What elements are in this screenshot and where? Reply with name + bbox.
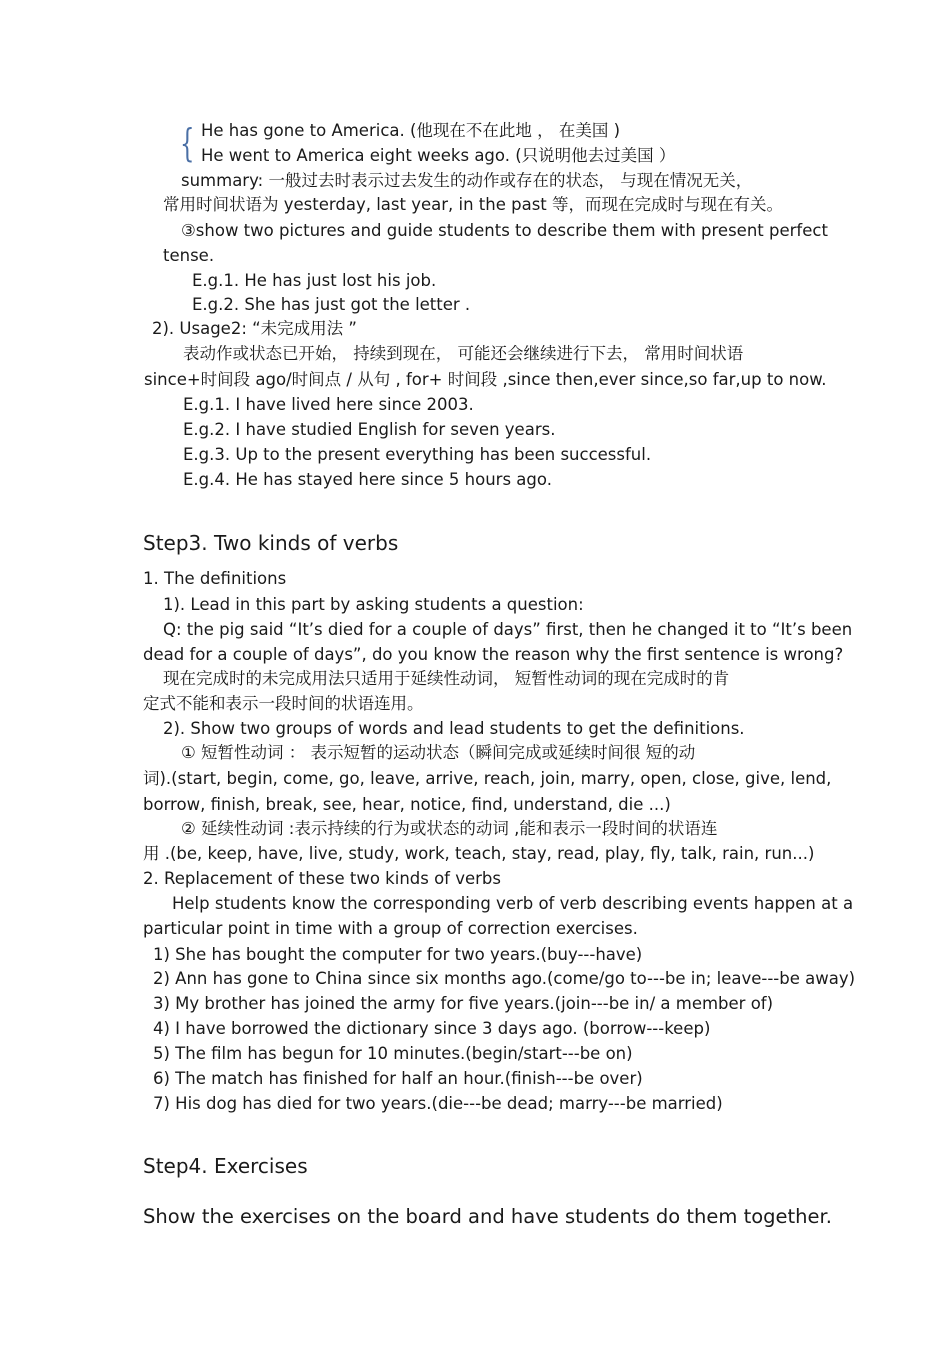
short-verbs-line-2: 词).(start, begin, come, go, leave, arrive, reach, join, marry, open, close, give, lend, [143,769,832,788]
help-line-1: Help students know the corresponding verb of verb describing events happen at a [172,894,854,913]
definitions-title: 1. The definitions [143,569,287,588]
step3-instruction-line-2: tense. [163,246,215,265]
exercise-item: 5) The film has begun for 10 minutes.(begin/start---be on) [153,1044,633,1063]
show-groups-line: 2). Show two groups of words and lead students to get the definitions. [163,719,745,738]
contrast-line-2: He went to America eight weeks ago. (只说明他去过美国 ） [201,146,676,165]
step3-instruction-line-1: ③show two pictures and guide students to describe them with present perfect [181,221,828,240]
short-verbs-line-1: ① 短暂性动词 ： 表示短暂的运动状态（瞬间完成或延续时间很 短的动 [181,743,696,762]
usage2-example: E.g.3. Up to the present everything has been successful. [183,445,652,464]
lead-in-line: 1). Lead in this part by asking students a question: [163,595,584,614]
usage2-title: 2). Usage2: “未完成用法 ” [152,319,357,338]
exercise-item: 3) My brother has joined the army for five years.(join---be in/ a member of) [153,994,774,1013]
usage2-example: E.g.2. I have studied English for seven years. [183,420,556,439]
example-2: E.g.2. She has just got the letter . [192,295,471,314]
continuous-verbs-line-1: ② 延续性动词 :表示持续的行为或状态的动词 ,能和表示一段时间的状语连 [181,819,718,838]
step4-body: Show the exercises on the board and have students do them together. [143,1205,832,1228]
exercise-item: 6) The match has finished for half an hour.(finish---be over) [153,1069,643,1088]
exercise-item: 4) I have borrowed the dictionary since 3 days ago. (borrow---keep) [153,1019,711,1038]
short-verbs-line-3: borrow, finish, break, see, hear, notice, find, understand, die ...) [143,795,671,814]
note-line-2: 定式不能和表示一段时间的状语连用。 [143,694,424,713]
continuous-verbs-line-2: 用 .(be, keep, have, live, study, work, teach, stay, read, play, fly, talk, rain, run...) [143,844,815,863]
exercise-item: 1) She has bought the computer for two years.(buy---have) [153,945,643,964]
step4-heading: Step4. Exercises [143,1154,308,1178]
exercise-item: 2) Ann has gone to China since six months ago.(come/go to---be in; leave---be away) [153,969,856,988]
question-line-1: Q: the pig said “It’s died for a couple of days” first, then he changed it to “It’s been [163,620,853,639]
left-brace-icon: { [180,121,195,165]
usage2-example: E.g.4. He has stayed here since 5 hours ago. [183,470,552,489]
summary-line-2: 常用时间状语为 yesterday, last year, in the past 等，而现在完成时与现在有关。 [163,195,784,214]
question-line-2: dead for a couple of days”, do you know the reason why the first sentence is wrong? [143,645,844,664]
help-line-2: particular point in time with a group of correction exercises. [143,919,638,938]
usage2-desc-line-2: since+时间段 ago/时间点 / 从句 , for+ 时间段 ,since then,ever since,so far,up to now. [144,370,827,389]
usage2-example: E.g.1. I have lived here since 2003. [183,395,474,414]
contrast-line-1: He has gone to America. (他现在不在此地 ， 在美国 ) [201,121,621,140]
exercise-item: 7) His dog has died for two years.(die---be dead; marry---be married) [153,1094,723,1113]
usage2-desc-line-1: 表动作或状态已开始， 持续到现在， 可能还会继续进行下去， 常用时间状语 [183,344,744,363]
note-line-1: 现在完成时的未完成用法只适用于延续性动词， 短暂性动词的现在完成时的肯 [163,669,730,688]
example-1: E.g.1. He has just lost his job. [192,271,437,290]
summary-line-1: summary: 一般过去时表示过去发生的动作或存在的状态， 与现在情况无关， [181,171,753,190]
step3-heading: Step3. Two kinds of verbs [143,531,399,555]
replacement-title: 2. Replacement of these two kinds of verbs [143,869,502,888]
